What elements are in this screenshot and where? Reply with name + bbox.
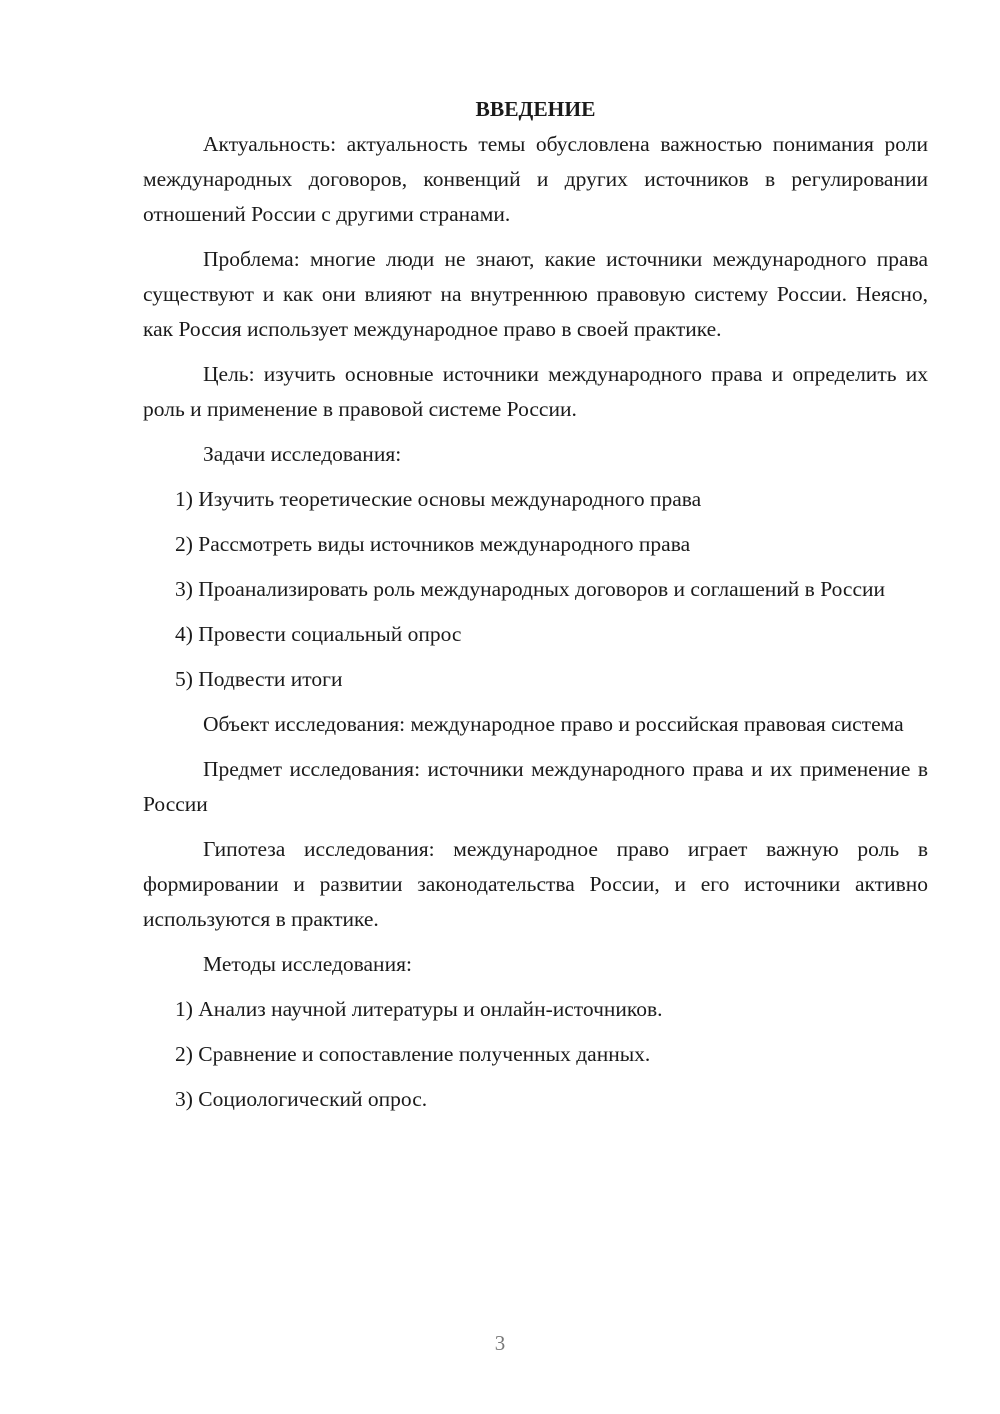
method-item: 3) Социологический опрос. bbox=[175, 1087, 428, 1111]
page-title: ВВЕДЕНИЕ bbox=[475, 97, 596, 121]
problem-paragraph: Проблема: многие люди не знают, какие источники международного права существуют и как они влияют на внутреннюю правовую систему России. Неясно, как Россия использует международное право в своей практике. bbox=[143, 247, 928, 341]
hypothesis-paragraph: Гипотеза исследования: международное право играет важную роль в формировании и развитии законодательства России, и его источники активно используются в практике. bbox=[143, 837, 928, 931]
subject-paragraph: Предмет исследования: источники международного права и их применение в России bbox=[143, 757, 928, 816]
method-item: 1) Анализ научной литературы и онлайн-источников. bbox=[175, 997, 663, 1021]
methods-heading: Методы исследования: bbox=[203, 952, 412, 976]
object-paragraph: Объект исследования: международное право и российская правовая система bbox=[203, 712, 904, 736]
document-body bbox=[143, 92, 928, 1127]
page-number: 3 bbox=[494, 1331, 506, 1355]
relevance-paragraph: Актуальность: актуальность темы обусловлена важностью понимания роли международных договоров, конвенций и других источников в регулировании отношений России с другими странами. bbox=[143, 132, 928, 226]
task-item: 2) Рассмотреть виды источников международного права bbox=[175, 532, 691, 556]
goal-paragraph: Цель: изучить основные источники международного права и определить их роль и применение в правовой системе России. bbox=[143, 362, 928, 421]
task-item: 5) Подвести итоги bbox=[175, 667, 343, 691]
method-item: 2) Сравнение и сопоставление полученных данных. bbox=[175, 1042, 651, 1066]
tasks-heading: Задачи исследования: bbox=[203, 442, 402, 466]
task-item: 1) Изучить теоретические основы международного права bbox=[175, 487, 702, 511]
task-item: 3) Проанализировать роль международных договоров и соглашений в России bbox=[175, 577, 886, 601]
task-item: 4) Провести социальный опрос bbox=[175, 622, 462, 646]
